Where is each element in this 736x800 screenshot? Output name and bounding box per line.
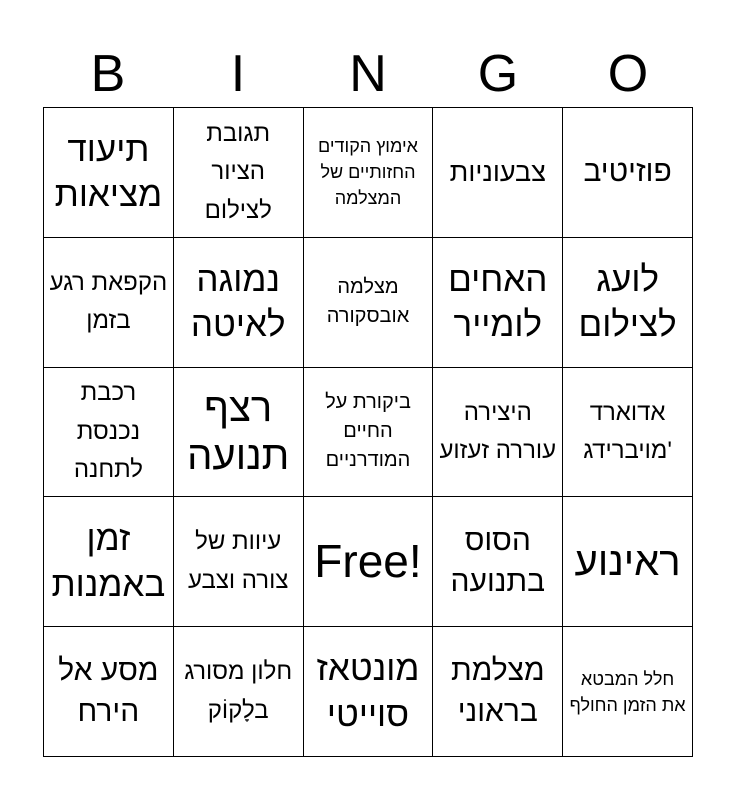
bingo-cell[interactable]: לועג לצילום bbox=[563, 238, 693, 368]
bingo-cell[interactable]: אדוארד 'מויברידג bbox=[563, 368, 693, 498]
bingo-cell[interactable]: פוזיטיב bbox=[563, 108, 693, 238]
header-letter-o: O bbox=[607, 45, 649, 103]
bingo-cell[interactable]: תיעוד מציאות bbox=[44, 108, 174, 238]
bingo-cell[interactable]: חלון מסורג בלָקוֹק bbox=[174, 627, 304, 757]
bingo-board bbox=[43, 107, 693, 757]
bingo-cell[interactable]: רכבת נכנסת לתחנה bbox=[44, 368, 174, 498]
bingo-cell[interactable]: האחים לומייר bbox=[433, 238, 563, 368]
bingo-header bbox=[43, 40, 693, 108]
bingo-cell[interactable]: מצלמה אובסקורה bbox=[304, 238, 434, 368]
header-letter-b: B bbox=[90, 45, 126, 103]
bingo-cell[interactable]: צבעוניות bbox=[433, 108, 563, 238]
bingo-cell[interactable]: תגובת הציור לצילום bbox=[174, 108, 304, 238]
bingo-cell[interactable]: עיוות של צורה וצבע bbox=[174, 497, 304, 627]
bingo-cell[interactable]: רצף תנועה bbox=[174, 368, 304, 498]
free-space-cell[interactable]: Free! bbox=[304, 497, 434, 627]
bingo-cell[interactable]: חלל המבטא את הזמן החולף bbox=[563, 627, 693, 757]
bingo-cell[interactable]: הקפאת רגע בזמן bbox=[44, 238, 174, 368]
header-letter-n: N bbox=[349, 45, 387, 103]
header-letter-g: G bbox=[477, 45, 519, 103]
bingo-cell[interactable]: אימוץ הקודים החזותיים של המצלמה bbox=[304, 108, 434, 238]
bingo-cell[interactable]: ראינוע bbox=[563, 497, 693, 627]
header-letter-i: I bbox=[230, 45, 246, 103]
bingo-cell[interactable]: נמוגה לאיטה bbox=[174, 238, 304, 368]
bingo-cell[interactable]: היצירה עוררה זעזוע bbox=[433, 368, 563, 498]
bingo-cell[interactable]: מסע אל הירח bbox=[44, 627, 174, 757]
bingo-cell[interactable]: מונטאז סוייטי bbox=[304, 627, 434, 757]
bingo-cell[interactable]: ביקורת על החיים המודרניים bbox=[304, 368, 434, 498]
bingo-cell[interactable]: זמן באמנות bbox=[44, 497, 174, 627]
bingo-cell[interactable]: מצלמת בראוני bbox=[433, 627, 563, 757]
bingo-cell[interactable]: הסוס בתנועה bbox=[433, 497, 563, 627]
